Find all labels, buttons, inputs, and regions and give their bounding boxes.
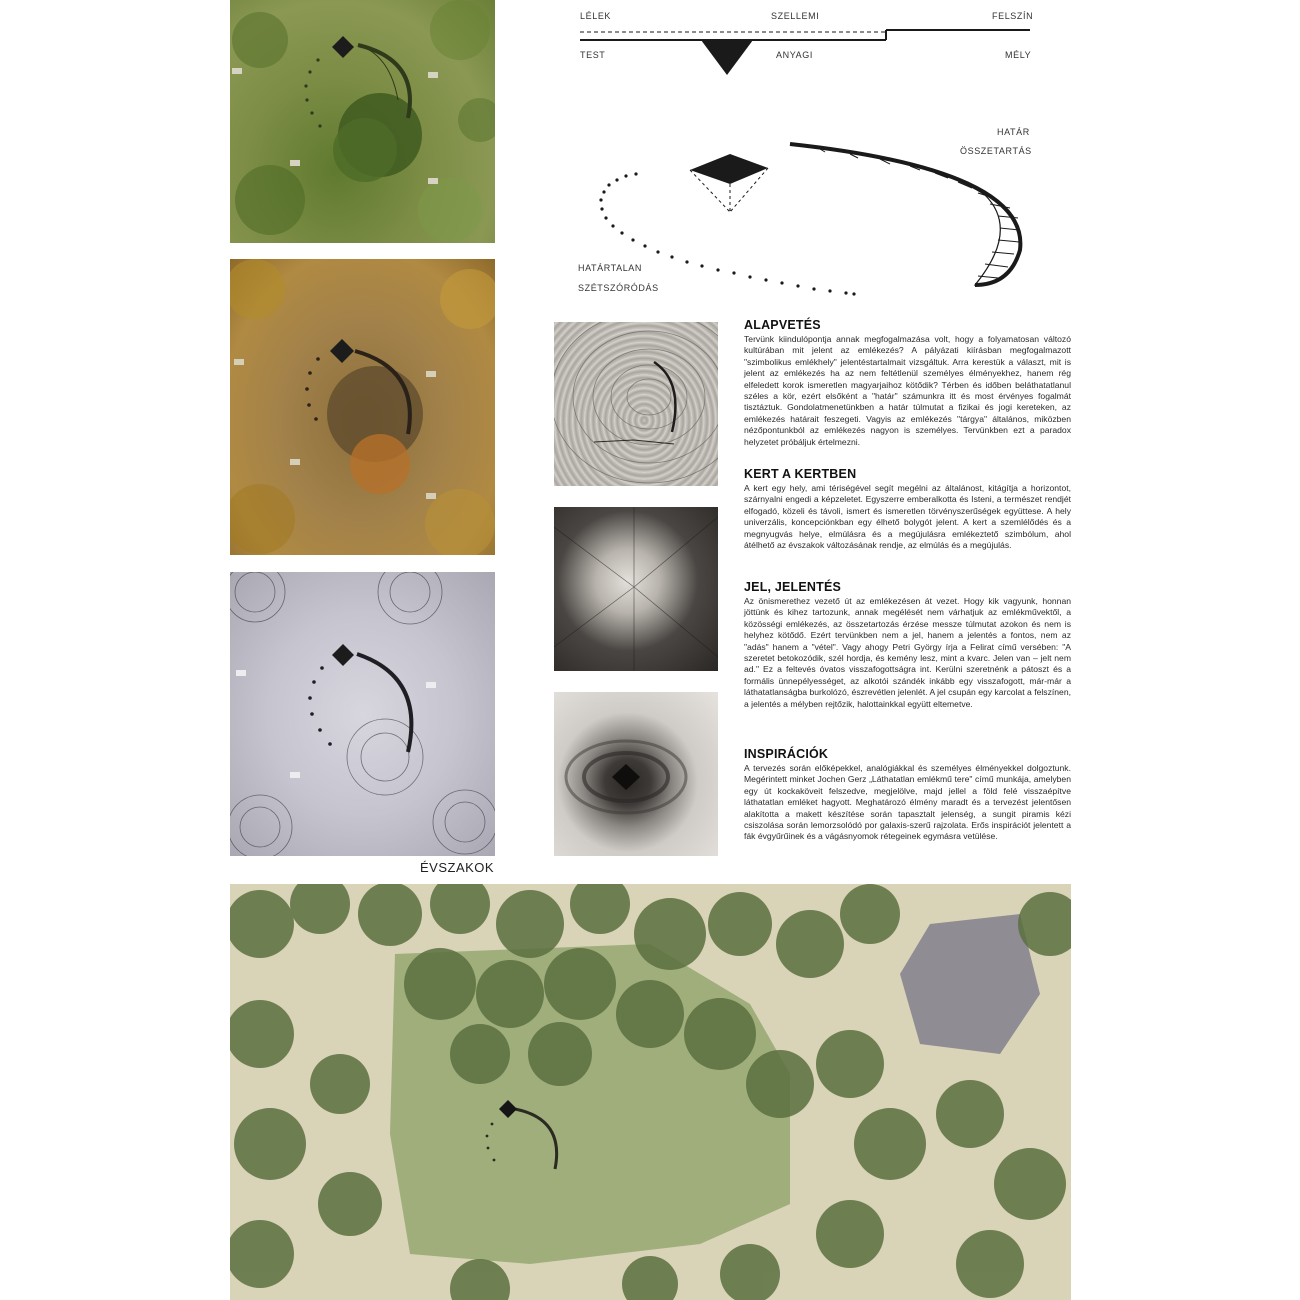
section-heading: INSPIRÁCIÓK <box>744 747 829 761</box>
section-body: A kert egy hely, ami tériségével segít megélni az általánost, kitágítja a horizontot, szárnyalni engedi a képzeletet. Egyszerre emberalkotta és Isteni, a természet rendjét elfogadó, közeli és távoli, ismert és ismeretlen törvényszerűségek együttese. A hely univerzális, koncepciónkban egy élhető bolygót jelent. A kert a szemlélődés és a megnyugvás helye, elmúlásra és a megújulásra emlékeztető szimbólum, ahol átélhető az évszakok változásának rendje, az elmúlás és a megújulás. <box>744 483 1071 551</box>
section-body: A tervezés során előképekkel, analógiákkal és személyes élményekkel dolgoztunk. Megérintett minket Jochen Gerz „Láthatatlan emlékmű tere" című munkája, amelyben egy út kockaköveit felszedve, megjelölve, majd jellel a föld felé visszaépítve láthatatlan emléket hagyott. Meghatározó élmény maradt és a tervezést jelentősen alakította a makett készítése során tapasztalt jelenség, a sungit piramis kézi csiszolása során lemorzsolódó por galaxis-szerű rajzolata. Erős inspirációt jelentett a fák évgyűrűinek és a vágásnyomok rétegeinek egymásra vetülése. <box>744 763 1071 842</box>
wood-rings-photo <box>554 322 718 486</box>
pyramid-triangle <box>701 40 753 75</box>
section-kert-a-kertben <box>744 467 1071 551</box>
section-inspiraciok <box>744 747 1071 843</box>
axis-label-bottom-left: TEST <box>580 50 606 60</box>
wood-rings-drawing <box>554 322 718 486</box>
site-plan-image <box>230 884 1071 1300</box>
scatter-dots <box>599 172 855 295</box>
dust-galaxy-drawing <box>554 692 718 856</box>
dust-galaxy-photo <box>554 692 718 856</box>
section-heading: ALAPVETÉS <box>744 318 821 332</box>
axis-label-top-center: SZELLEMI <box>771 11 820 21</box>
axis-label-bottom-right: MÉLY <box>1005 50 1032 60</box>
season-summer-image <box>230 0 495 243</box>
stump-photo <box>554 507 718 671</box>
form-label-cohesion: ÖSSZETARTÁS <box>960 146 1032 156</box>
stump-drawing <box>554 507 718 671</box>
axis-label-top-right: FELSZÍN <box>992 11 1034 21</box>
form-label-border: HATÁR <box>997 127 1030 137</box>
form-label-boundless: HATÁRTALAN <box>578 263 643 273</box>
form-label-scattering: SZÉTSZÓRÓDÁS <box>578 283 659 293</box>
winter-plan-drawing <box>230 572 495 856</box>
section-alapvetes <box>744 318 1071 448</box>
pyramid-mark <box>612 764 640 790</box>
pyramid-mark <box>330 339 354 363</box>
axis-label-bottom-center: ANYAGI <box>776 50 813 60</box>
section-heading: JEL, JELENTÉS <box>744 580 842 594</box>
season-autumn-image <box>230 259 495 555</box>
section-body: Az önismerethez vezető út az emlékezésen át vezet. Hogy kik vagyunk, honnan jöttünk és kihez tartozunk, annak megélését nem várhatjuk az emlékművektől, a közösségi emlékezés, az összetartozás érzése messze túlmutat azokon és nem is helyhez kötődő. Ezért tervünkben nem a jel, hanem a jelentés a fontos, nem az "adás" hanem a "vétel". Vagy ahogy Petri György írja a Felirat című versében: "A szeretet betokozódik, szél hordja, és kemény lesz, mint a kvarc. Jelen van – jelt nem ad." Ez a feltevés óvatos visszafogottságra int. Kerülni szeretnénk a pátoszt és a formális ünnepélyességet, az alkotói szándék inkább egy visszafogott, már-már a láthatatlanságba burkolózó, észrevétlen jelenlét. A jel csupán egy karcolat a felszínen, a jelentés a mélyben rejtőzik, halottainkkal együtt eltemetve. <box>744 596 1071 709</box>
section-jel-jelentes <box>744 580 1071 710</box>
axis-label-top-left: LÉLEK <box>580 11 612 21</box>
season-winter-image <box>230 572 495 856</box>
summer-plan-drawing <box>230 0 495 243</box>
form-diagram <box>590 140 1060 300</box>
autumn-plan-drawing <box>230 259 495 555</box>
site-plan-drawing <box>230 884 1071 1300</box>
section-heading: KERT A KERTBEN <box>744 467 857 481</box>
seasons-caption: ÉVSZAKOK <box>420 860 495 875</box>
section-body: Tervünk kiindulópontja annak megfogalmazása volt, hogy a folyamatosan változó kultúrában mit jelent az emlékezés? A pályázati kiírásban megfogalmazott "szimbolikus emlékhely" jelentéstartalmait vizsgáltuk. Arra kerestük a választ, mit is jelent az emlékezés ha az nem feltétlenül személyes élményekhez, hanem rég elfeledett korok ismeretlen magyarjaihoz kötődik? Térben és időben beláthatatlanul széles a kör, ezért elsőként a "határ" számunkra itt és most érvényes fogalmát tisztáztuk. Gondolatmenetünkben a határ túlmutat a fizikai és jogi kereteken, az emlékezés határait feszegeti. Vagyis az emlékezés "tárgya" általános, miközben nézőpontunkból az emlékezés nagyon is személyes. Tervünkben ezt a paradox helyzetet próbáljuk értelmezni. <box>744 334 1071 447</box>
pyramid-mark <box>332 644 354 666</box>
pyramid-mark <box>332 36 354 58</box>
pyramid-top <box>690 154 768 184</box>
axis-diagram <box>576 22 1036 78</box>
